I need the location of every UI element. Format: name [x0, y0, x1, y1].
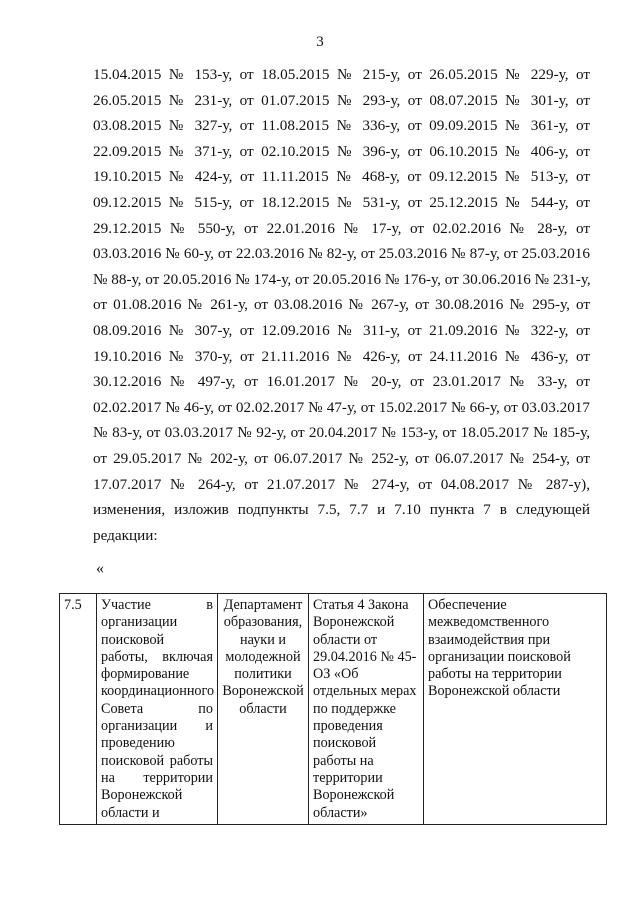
body-line: 17.07.2017 № 264-у, от 21.07.2017 № 274-у, от 04.08.2017 № 287-у),	[93, 475, 590, 493]
action-cell: Участие в организации поисковой работы, включая формирование координационного Совета по организации и проведению поисковой работы на территории Воронежской области и	[97, 594, 218, 825]
body-text	[93, 62, 590, 548]
table-row	[60, 594, 607, 825]
body-line: № 88-у, от 20.05.2016 № 174-у, от 20.05.2016 № 176-у, от 30.06.2016 № 231-у,	[93, 270, 591, 288]
body-line: 03.08.2015 № 327-у, от 11.08.2015 № 336-у, от 09.09.2015 № 361-у, от	[93, 117, 590, 135]
body-line: от 29.05.2017 № 202-у, от 06.07.2017 № 252-у, от 06.07.2017 № 254-у, от	[93, 449, 590, 467]
body-line: 15.04.2015 № 153-у, от 18.05.2015 № 215-у, от 26.05.2015 № 229-у, от	[93, 66, 590, 83]
body-line: изменения, изложив подпункты 7.5, 7.7 и 7.10 пункта 7 в следующей	[93, 501, 590, 519]
body-line: 30.12.2016 № 497-у, от 16.01.2017 № 20-у, от 23.01.2017 № 33-у, от	[93, 373, 590, 391]
item-number-cell: 7.5	[60, 594, 97, 825]
legal-basis-cell: Статья 4 Закона Воронежской области от 29.04.2016 № 45-ОЗ «Об отдельных мерах по поддержке проведения поисковой работы на территории Воронежской области»	[309, 594, 424, 825]
body-line: 03.03.2016 № 60-у, от 22.03.2016 № 82-у, от 25.03.2016 № 87-у, от 25.03.2016	[93, 245, 590, 263]
body-line: 22.09.2015 № 371-у, от 02.10.2015 № 396-у, от 06.10.2015 № 406-у, от	[93, 142, 590, 160]
opening-quote: «	[96, 560, 104, 577]
body-line: 26.05.2015 № 231-у, от 01.07.2015 № 293-у, от 08.07.2015 № 301-у, от	[93, 91, 590, 109]
page-number: 3	[316, 34, 324, 50]
body-line: 19.10.2016 № 370-у, от 21.11.2016 № 426-у, от 24.11.2016 № 436-у, от	[93, 347, 590, 365]
body-line: 02.02.2017 № 46-у, от 02.02.2017 № 47-у, от 15.02.2017 № 66-у, от 03.03.2017	[93, 398, 590, 416]
body-line: 29.12.2015 № 550-у, от 22.01.2016 № 17-у, от 02.02.2016 № 28-у, от	[93, 219, 590, 237]
goal-cell: Обеспечение межведомственного взаимодействия при организации поисковой работы на территории Воронежской области	[424, 594, 607, 825]
body-line: 08.09.2016 № 307-у, от 12.09.2016 № 311-у, от 21.09.2016 № 322-у, от	[93, 321, 590, 339]
body-line: 19.10.2015 № 424-у, от 11.11.2015 № 468-у, от 09.12.2015 № 513-у, от	[93, 168, 590, 186]
body-line: № 83-у, от 03.03.2017 № 92-у, от 20.04.2017 № 153-у, от 18.05.2017 № 185-у,	[93, 424, 590, 442]
body-line: 09.12.2015 № 515-у, от 18.12.2015 № 531-у, от 25.12.2015 № 544-у, от	[93, 193, 590, 211]
body-line: редакции:	[93, 526, 158, 544]
executor-cell: Департамент образования, науки и молодежной политики Воронежской области	[218, 594, 309, 825]
body-line: от 01.08.2016 № 261-у, от 03.08.2016 № 267-у, от 30.08.2016 № 295-у, от	[93, 296, 590, 314]
measures-table	[59, 593, 607, 825]
